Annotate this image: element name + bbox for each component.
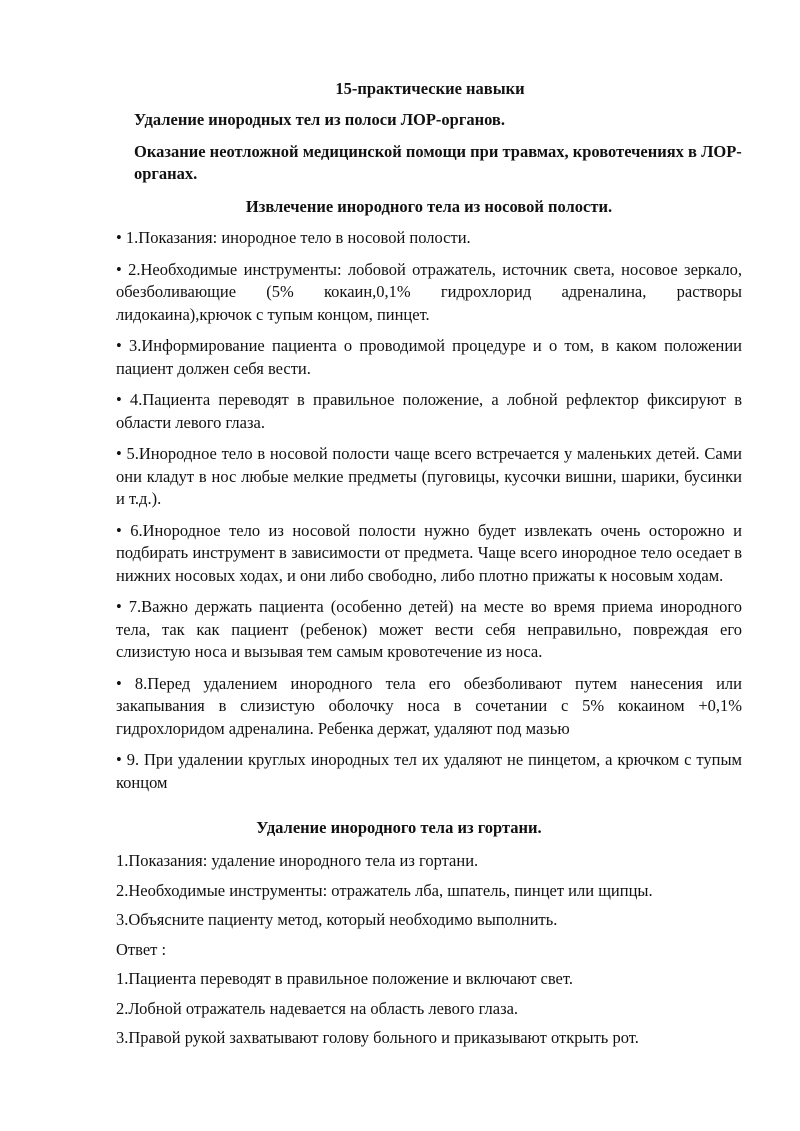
section-larynx <box>116 818 742 1049</box>
list-item: • 6.Инородное тело из носовой полости нужно будет извлекать очень осторожно и подбирать инструмент в зависимости от предмета. Чаще всего инородное тело оседает в нижних носовых ходах, и они либо свободно, либо плотно прижаты к носовым ходам. <box>116 520 742 585</box>
list-item: • 5.Инородное тело в носовой полости чаще всего встречается у маленьких детей. Сами они кладут в нос любые мелкие предметы (пуговицы, кусочки вишни, шарики, бусинки и т.д.). <box>116 444 742 508</box>
text-line: 1.Показания: удаление инородного тела из гортани. <box>116 851 479 870</box>
list-item: • 9. При удалении круглых инородных тел их удаляют не пинцетом, а крючком с тупым концом <box>116 750 742 792</box>
subheading-emergency-care: Оказание неотложной медицинской помощи при травмах, кровотечениях в ЛОР-органах. <box>134 142 742 183</box>
subheading-foreign-bodies: Удаление инородных тел из полоси ЛОР-органов. <box>134 110 505 129</box>
answer-label: Ответ : <box>116 939 167 959</box>
list-item: • 2.Необходимые инструменты: лобовой отражатель, источник света, носовое зеркало, обезболивающие (5% кокаин,0,1% гидрохлорид адреналина, растворы лидокаина),крючок с тупым концом, пинцет. <box>116 259 742 324</box>
section-title-nasal: Извлечение инородного тела из носовой полости. <box>245 197 613 216</box>
document-title: 15-практические навыки <box>335 79 525 98</box>
section-nasal-cavity <box>116 197 742 794</box>
list-item: • 3.Информирование пациента о проводимой процедуре и о том, в каком положении пациент должен себя вести. <box>116 336 742 378</box>
text-line: 2.Необходимые инструменты: отражатель лба, шпатель, пинцет или щипцы. <box>116 880 653 900</box>
list-item: • 8.Перед удалением инородного тела его обезболивают путем нанесения или закапывания в слизистую оболочку носа в сочетании с 5% кокаином +0,1% гидрохлоридом адреналина. Ребенка держат, удаляют под мазью <box>116 673 742 738</box>
text-line: 2.Лобной отражатель надевается на область левого глаза. <box>116 998 519 1018</box>
list-item: • 4.Пациента переводят в правильное положение, а лобной рефлектор фиксируют в области левого глаза. <box>116 390 742 432</box>
section-title-larynx: Удаление инородного тела из гортани. <box>256 818 542 837</box>
text-line: 3.Правой рукой захватывают голову больного и приказывают открыть рот. <box>116 1028 639 1047</box>
text-line: 3.Объясните пациенту метод, который необходимо выполнить. <box>116 910 558 929</box>
list-item: • 1.Показания: инородное тело в носовой полости. <box>116 228 471 247</box>
list-item: • 7.Важно держать пациента (особенно детей) на месте во время приема инородного тела, так как пациент (ребенок) может вести себя неправильно, повреждая его слизистую носа и вызывая тем самым кровотечение из носа. <box>116 597 742 661</box>
text-line: 1.Пациента переводят в правильное положение и включают свет. <box>116 969 573 988</box>
